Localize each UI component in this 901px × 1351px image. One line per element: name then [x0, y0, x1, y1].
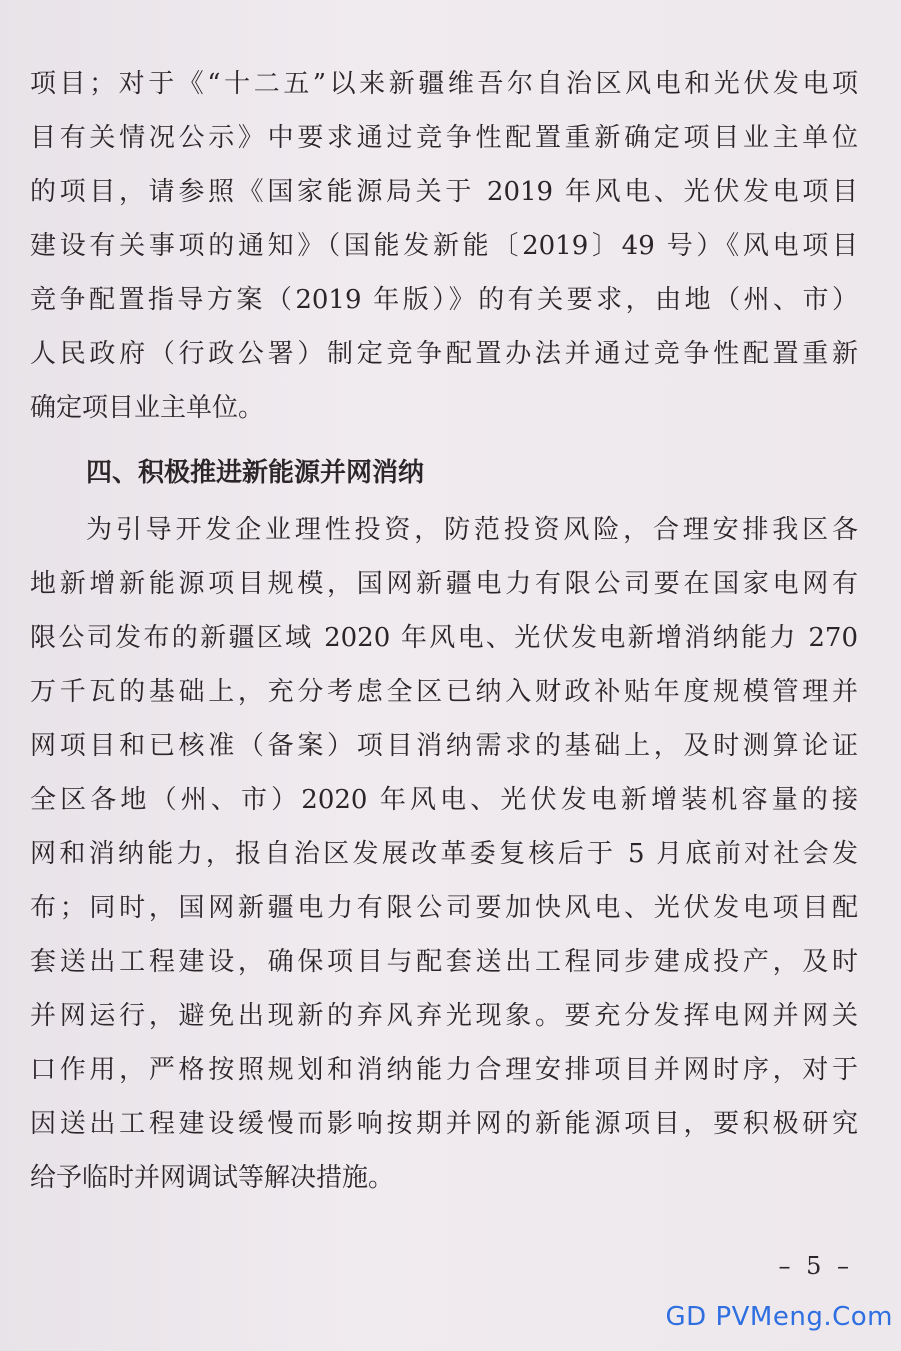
paragraph-2	[30, 503, 858, 1205]
text-line: 地新增新能源项目规模，国网新疆电力有限公司要在国家电网有	[30, 569, 858, 599]
text-line: 万千瓦的基础上，充分考虑全区已纳入财政补贴年度规模管理并	[30, 677, 858, 707]
text-line: 网项目和已核准（备案）项目消纳需求的基础上，及时测算论证	[30, 731, 858, 761]
text-line: 并网运行，避免出现新的弃风弃光现象。要充分发挥电网并网关	[30, 1001, 858, 1031]
text-line: 目有关情况公示》中要求通过竞争性配置重新确定项目业主单位	[30, 123, 858, 153]
text-line: 布；同时，国网新疆电力有限公司要加快风电、光伏发电项目配	[30, 893, 858, 923]
text-line: 给予临时并网调试等解决措施。	[30, 1163, 395, 1193]
text-line: 全区各地（州、市）2020 年风电、光伏发电新增装机容量的接	[30, 785, 858, 815]
text-line: 确定项目业主单位。	[30, 393, 265, 423]
page-number: – 5 –	[778, 1252, 853, 1280]
text-line: 竞争配置指导方案（2019 年版）》的有关要求，由地（州、市）	[30, 285, 858, 315]
paragraph-1	[30, 57, 858, 435]
text-line: 的项目，请参照《国家能源局关于 2019 年风电、光伏发电项目	[30, 177, 858, 207]
section-heading: 四、积极推进新能源并网消纳	[86, 458, 425, 488]
text-line: 项目；对于《“十二五”以来新疆维吾尔自治区风电和光伏发电项	[30, 69, 858, 99]
section-4	[30, 446, 858, 500]
text-line: 限公司发布的新疆区域 2020 年风电、光伏发电新增消纳能力 270	[30, 623, 858, 653]
watermark-text: GD PVMeng.Com	[665, 1302, 893, 1332]
text-line: 建设有关事项的通知》（国能发新能〔2019〕49 号）《风电项目	[30, 231, 858, 261]
text-line: 口作用，严格按照规划和消纳能力合理安排项目并网时序，对于	[30, 1055, 858, 1085]
text-line: 人民政府（行政公署）制定竞争配置办法并通过竞争性配置重新	[30, 339, 858, 369]
text-line: 套送出工程建设，确保项目与配套送出工程同步建成投产，及时	[30, 947, 858, 977]
text-line: 为引导开发企业理性投资，防范投资风险，合理安排我区各	[86, 515, 858, 545]
text-line: 因送出工程建设缓慢而影响按期并网的新能源项目，要积极研究	[30, 1109, 858, 1139]
text-line: 网和消纳能力，报自治区发展改革委复核后于 5 月底前对社会发	[30, 839, 858, 869]
